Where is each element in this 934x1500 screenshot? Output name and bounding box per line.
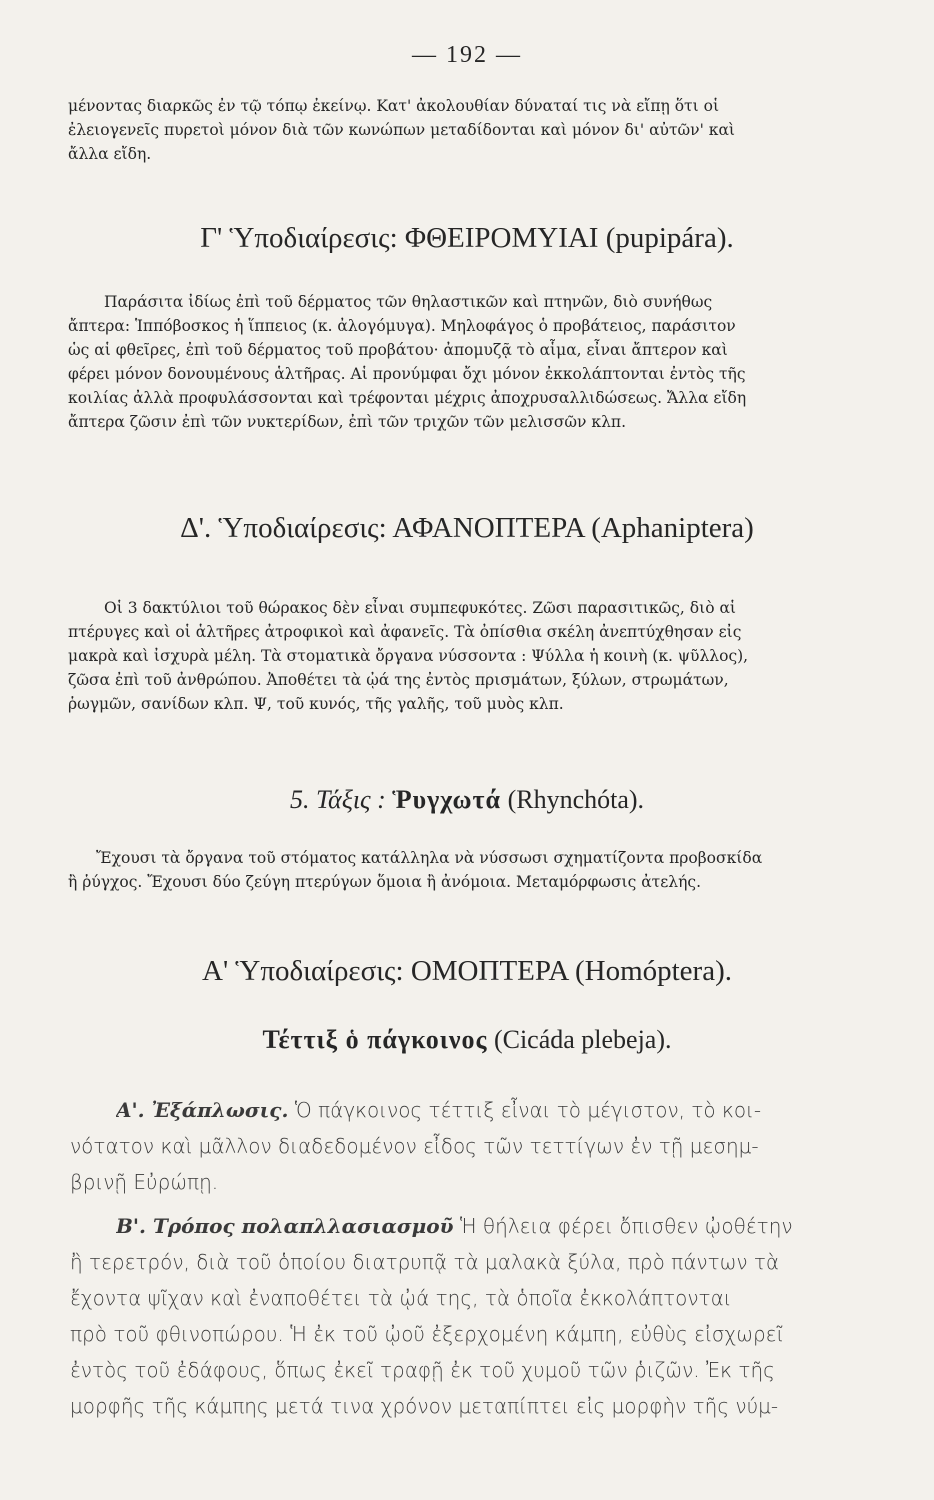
text-line: Παράσιτα ἰδίως ἐπὶ τοῦ δέρματος τῶν θηλαστικῶν καὶ πτηνῶν, διὸ συνήθως xyxy=(104,293,713,311)
species-latin: (Cicáda plebeja). xyxy=(493,1025,672,1054)
paragraph-label: Β'. Τρόπος πολαπλλασιασμοῦ xyxy=(116,1214,454,1238)
text-line: ῥωγμῶν, σανίδων κλπ. Ψ, τοῦ κυνός, τῆς γαλῆς, τοῦ μυὸς κλπ. xyxy=(68,695,564,713)
heading-title: ΟΜΟΠΤΕΡΑ xyxy=(410,955,568,987)
order-paragraph xyxy=(68,846,930,894)
text-segment: Ὁ πάγκοινος τέττιξ εἶναι τὸ μέγιστον, τὸ κοι- xyxy=(294,1098,762,1122)
heading-prefix: Γ' Ὑποδιαίρεσις: xyxy=(200,222,398,254)
text-line: ἄπτερα: Ἱππόβοσκος ἡ ἵππειος (κ. ἀλογόμυγα). Μηλοφάγος ὁ προβάτειος, παράσιτον xyxy=(68,317,736,335)
text-line: πτέρυγες καὶ οἱ ἁλτῆρες ἀτροφικοὶ καὶ ἀφανεῖς. Τὰ ὀπίσθια σκέλη ἀνεπτύχθησαν εἰς xyxy=(68,623,742,641)
section-g-paragraph xyxy=(68,290,930,434)
text-line: πρὸ τοῦ φθινοπώρου. Ἡ ἐκ τοῦ ᾠοῦ ἐξερχομένη κάμπη, εὐθὺς εἰσχωρεῖ xyxy=(70,1322,784,1346)
heading-prefix: Α' Ὑποδιαίρεσις: xyxy=(202,955,404,987)
species-name: Τέττιξ ὁ πάγκοινος xyxy=(262,1025,488,1054)
heading-title: ΑΦΑΝΟΠΤΕΡΑ xyxy=(392,512,584,544)
text-line: Ἔχουσι τὰ ὄργανα τοῦ στόματος κατάλληλα νὰ νύσσωσι σχηματίζοντα προβοσκίδα xyxy=(96,849,763,867)
text-line: ἄλλα εἴδη. xyxy=(68,145,152,163)
text-line: ἐλειογενεῖς πυρετοὶ μόνον διὰ τῶν κωνώπων μεταδίδονται καὶ μόνον δι' αὐτῶν' καὶ xyxy=(68,121,736,139)
section-heading-d xyxy=(0,512,934,545)
species-heading xyxy=(0,1025,934,1055)
heading-prefix: Δ'. Ὑποδιαίρεσις: xyxy=(180,512,387,544)
text-line: βρινῇ Εὐρώπῃ. xyxy=(70,1170,219,1194)
heading-title: Ῥυγχωτά xyxy=(392,785,502,814)
intro-paragraph xyxy=(68,94,930,166)
paragraph-b xyxy=(70,1208,926,1424)
text-line: ἐντὸς τοῦ ἐδάφους, ὅπως ἐκεῖ τραφῇ ἐκ τοῦ χυμοῦ τῶν ῥιζῶν. Ἐκ τῆς xyxy=(70,1358,775,1382)
heading-latin: (pupipára). xyxy=(605,222,734,254)
heading-latin: (Homóptera). xyxy=(574,955,732,987)
page-number: — 192 — xyxy=(412,42,522,68)
section-d-paragraph xyxy=(68,596,930,716)
section-heading-g xyxy=(0,222,934,255)
text-line: ἄπτερα ζῶσιν ἐπὶ τῶν νυκτερίδων, ἐπὶ τῶν τριχῶν τῶν μελισσῶν κλπ. xyxy=(68,413,627,431)
heading-latin: (Aphaniptera) xyxy=(591,512,754,544)
text-line: μένοντας διαρκῶς ἐν τῷ τόπῳ ἐκείνῳ. Κατ' ἀκολουθίαν δύναταί τις νὰ εἴπῃ ὅτι οἱ xyxy=(68,97,720,115)
text-line: μορφῆς τῆς κάμπης μετά τινα χρόνον μεταπίπτει εἰς μορφὴν τῆς νύμ- xyxy=(70,1394,779,1418)
text-line: μακρὰ καὶ ἰσχυρὰ μέλη. Τὰ στοματικὰ ὄργανα νύσσοντα : Ψύλλα ἡ κοινὴ (κ. ψῦλλος), xyxy=(68,647,749,665)
text-line: ζῶσα ἐπὶ τοῦ ἀνθρώπου. Ἀποθέτει τὰ ᾠά της ἐντὸς πρισμάτων, ξύλων, στρωμάτων, xyxy=(68,671,729,689)
text-line: ἔχοντα ψῖχαν καὶ ἐναποθέτει τὰ ᾠά της, τὰ ὁποῖα ἐκκολάπτονται xyxy=(70,1286,732,1310)
heading-latin: (Rhynchóta). xyxy=(507,785,645,814)
text-line xyxy=(116,1092,926,1128)
order-heading xyxy=(0,785,934,815)
text-line: κοιλίας ἀλλὰ προφυλάσσονται καὶ τρέφονται μέχρις ἀποχρυσαλλιδώσεως. Ἄλλα εἴδη xyxy=(68,389,747,407)
text-line: φέρει μόνον δονουμένους ἁλτῆρας. Αἱ προνύμφαι ὄχι μόνον ἐκκολάπτονται ἐντὸς τῆς xyxy=(68,365,746,383)
text-line: Οἱ 3 δακτύλιοι τοῦ θώρακος δὲν εἶναι συμπεφυκότες. Ζῶσι παρασιτικῶς, διὸ αἱ xyxy=(104,599,736,617)
text-line: νότατον καὶ μᾶλλον διαδεδομένον εἶδος τῶν τεττίγων ἐν τῇ μεσημ- xyxy=(70,1134,759,1158)
text-line: ἢ ῥύγχος. Ἔχουσι δύο ζεύγη πτερύγων ὅμοια ἢ ἀνόμοια. Μεταμόρφωσις ἀτελής. xyxy=(68,873,702,891)
heading-title: ΦΘΕΙΡΟΜΥΙΑΙ xyxy=(404,222,599,254)
text-line: ἢ τερετρόν, διὰ τοῦ ὁποίου διατρυπᾷ τὰ μαλακὰ ξύλα, πρὸ πάντων τὰ xyxy=(70,1250,780,1274)
text-line: ὡς αἱ φθεῖρες, ἐπὶ τοῦ δέρματος τοῦ προβάτου· ἀπομυζᾷ τὸ αἷμα, εἶναι ἄπτερον καὶ xyxy=(68,341,728,359)
text-line xyxy=(116,1208,926,1244)
paragraph-a xyxy=(70,1092,926,1200)
section-heading-a xyxy=(0,955,934,988)
text-segment: Ἡ θήλεια φέρει ὄπισθεν ᾠοθέτην xyxy=(459,1214,793,1238)
paragraph-label: Α'. Ἐξάπλωσις. xyxy=(116,1098,289,1122)
heading-prefix: 5. Τάξις : xyxy=(289,785,386,814)
